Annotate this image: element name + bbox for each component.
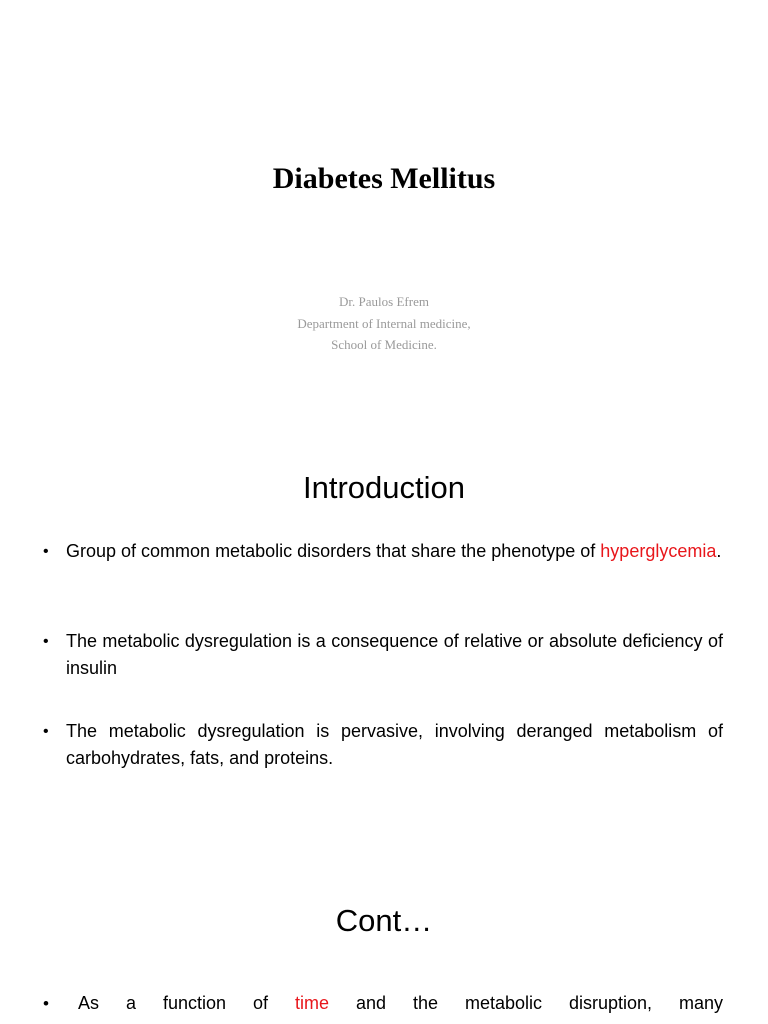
- bullet-icon: •: [43, 994, 49, 1013]
- bullet-text: The metabolic dysregulation is pervasive, involving deranged metabolism of carbohydrates, fats, and proteins.: [66, 721, 723, 768]
- bullet-text: Group of common metabolic disorders that share the phenotype of: [66, 541, 601, 561]
- bullet-icon: •: [43, 633, 49, 650]
- introduction-heading: Introduction: [303, 470, 465, 505]
- bullet-icon: •: [43, 543, 49, 560]
- author-name: Dr. Paulos Efrem: [339, 294, 429, 309]
- bullet-text-end: and the metabolic disruption, many: [328, 993, 723, 1013]
- presentation-title: Diabetes Mellitus: [272, 162, 496, 195]
- bullet-text: As a function of: [78, 993, 295, 1013]
- department-name: Department of Internal medicine,: [297, 316, 471, 331]
- cont-heading: Cont…: [335, 903, 433, 938]
- list-item: [43, 538, 723, 565]
- list-item: [43, 718, 723, 772]
- bullet-text-end: .: [716, 541, 722, 561]
- list-item: [43, 990, 723, 1017]
- list-item: [43, 628, 723, 682]
- highlight-term: hyperglycemia: [600, 541, 717, 561]
- school-name: School of Medicine.: [331, 337, 437, 352]
- highlight-term: time: [294, 993, 329, 1013]
- bullet-icon: •: [43, 723, 49, 740]
- bullet-text: The metabolic dysregulation is a consequence of relative or absolute deficiency of insulin: [66, 631, 723, 678]
